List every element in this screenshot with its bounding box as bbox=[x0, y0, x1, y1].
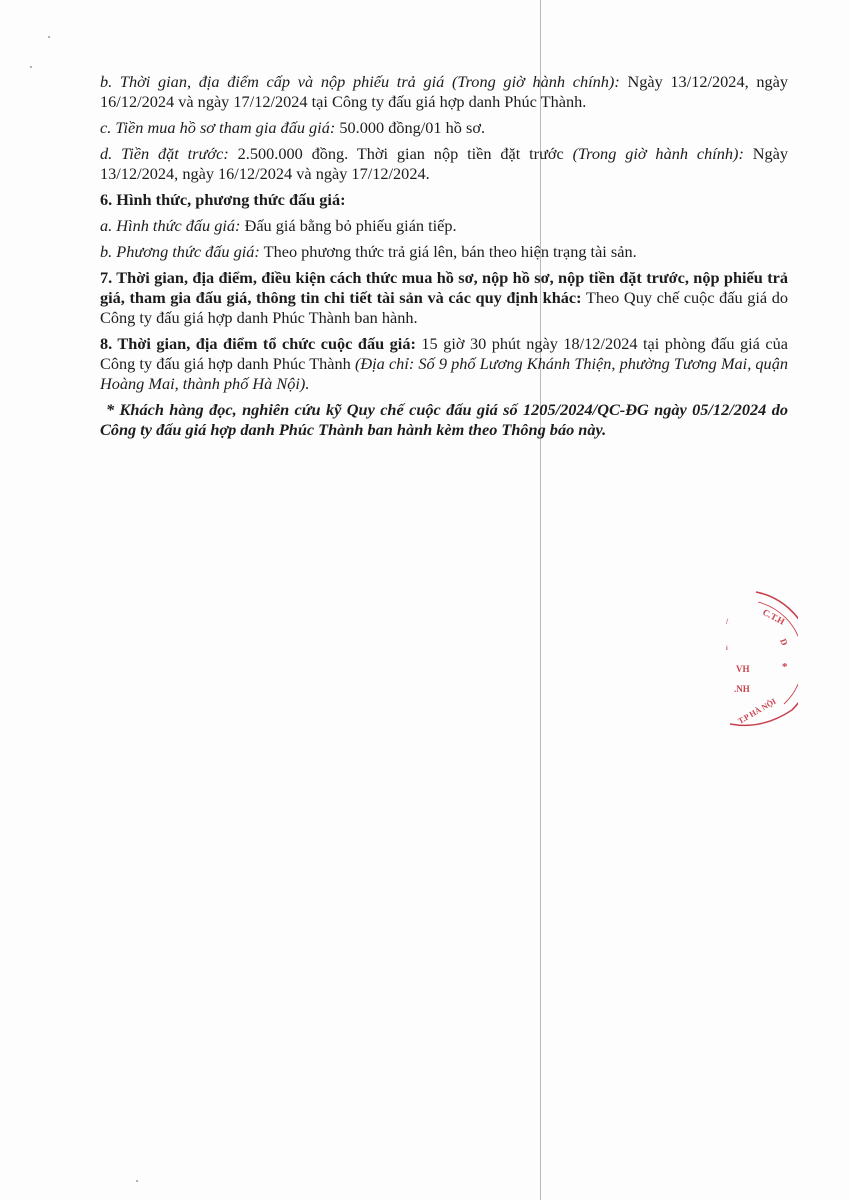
section-7-heading: 7. Thời gian, địa điểm, điều kiện cách thức mua hồ sơ, nộp hồ sơ, nộp tiền đặt trước, nộp phiếu trả giá, tham gia đấu giá, thông tin chi tiết tài sản và các quy định khác: bbox=[100, 268, 788, 307]
section-6-a-text: Đấu giá bằng bỏ phiếu gián tiếp. bbox=[244, 216, 457, 235]
item-d-label: d. Tiền đặt trước: bbox=[100, 144, 229, 163]
item-b-submission bbox=[100, 72, 788, 112]
item-d-text-a: 2.500.000 đồng. Thời gian nộp tiền đặt trước bbox=[237, 144, 564, 163]
section-6-b-label: b. Phương thức đấu giá: bbox=[100, 242, 260, 261]
section-6-a-label: a. Hình thức đấu giá: bbox=[100, 216, 241, 235]
scan-speck bbox=[48, 36, 50, 38]
svg-text:*: * bbox=[782, 661, 788, 673]
company-seal-stamp bbox=[722, 588, 798, 734]
section-7-text: Theo Quy chế cuộc đấu giá do Công ty đấu giá hợp danh Phúc Thành ban hành. bbox=[100, 288, 788, 327]
scan-speck bbox=[136, 1180, 138, 1182]
svg-text:T.P HÀ NỘI: T.P HÀ NỘI bbox=[736, 696, 778, 726]
document-body bbox=[100, 72, 788, 446]
svg-text:VH: VH bbox=[736, 664, 750, 674]
item-c-fee bbox=[100, 118, 788, 138]
section-6-a bbox=[100, 216, 788, 236]
item-d-deposit bbox=[100, 144, 788, 184]
svg-text:C.T.H: C.T.H bbox=[761, 606, 787, 627]
section-8-address: (Địa chỉ: Số 9 phố Lương Khánh Thiện, phường Tương Mai, quận Hoàng Mai, thành phố Hà Nội). bbox=[100, 354, 788, 393]
scan-speck bbox=[30, 66, 32, 68]
svg-text:D: D bbox=[778, 637, 790, 647]
item-c-text: 50.000 đồng/01 hồ sơ. bbox=[339, 118, 486, 137]
item-b-text: Ngày 13/12/2024, ngày 16/12/2024 và ngày 17/12/2024 tại Công ty đấu giá hợp danh Phúc Thành. bbox=[100, 72, 788, 111]
footnote: * Khách hàng đọc, nghiên cứu kỹ Quy chế cuộc đấu giá số 1205/2024/QC-ĐG ngày 05/12/2024 do Công ty đấu giá hợp danh Phúc Thành ban hành kèm theo Thông báo này. bbox=[100, 400, 788, 439]
svg-text:i: i bbox=[726, 646, 728, 652]
section-7 bbox=[100, 268, 788, 328]
section-6-heading: 6. Hình thức, phương thức đấu giá: bbox=[100, 190, 346, 209]
section-8-heading: 8. Thời gian, địa điểm tổ chức cuộc đấu giá: bbox=[100, 334, 416, 353]
section-6-b-text: Theo phương thức trả giá lên, bán theo hiện trạng tài sản. bbox=[263, 242, 637, 261]
svg-text:/: / bbox=[726, 617, 729, 626]
section-8 bbox=[100, 334, 788, 394]
section-8-text: 15 giờ 30 phút ngày 18/12/2024 tại phòng đấu giá của Công ty đấu giá hợp danh Phúc Thành bbox=[100, 334, 789, 373]
svg-text:.NH: .NH bbox=[734, 684, 750, 694]
item-d-note: (Trong giờ hành chính): bbox=[572, 144, 744, 163]
item-c-label: c. Tiền mua hồ sơ tham gia đấu giá: bbox=[100, 118, 336, 137]
section-6-b bbox=[100, 242, 788, 262]
item-d-text-b: Ngày 13/12/2024, ngày 16/12/2024 và ngày 17/12/2024. bbox=[100, 144, 789, 183]
item-b-label: b. Thời gian, địa điểm cấp và nộp phiếu trả giá (Trong giờ hành chính): bbox=[100, 72, 620, 91]
